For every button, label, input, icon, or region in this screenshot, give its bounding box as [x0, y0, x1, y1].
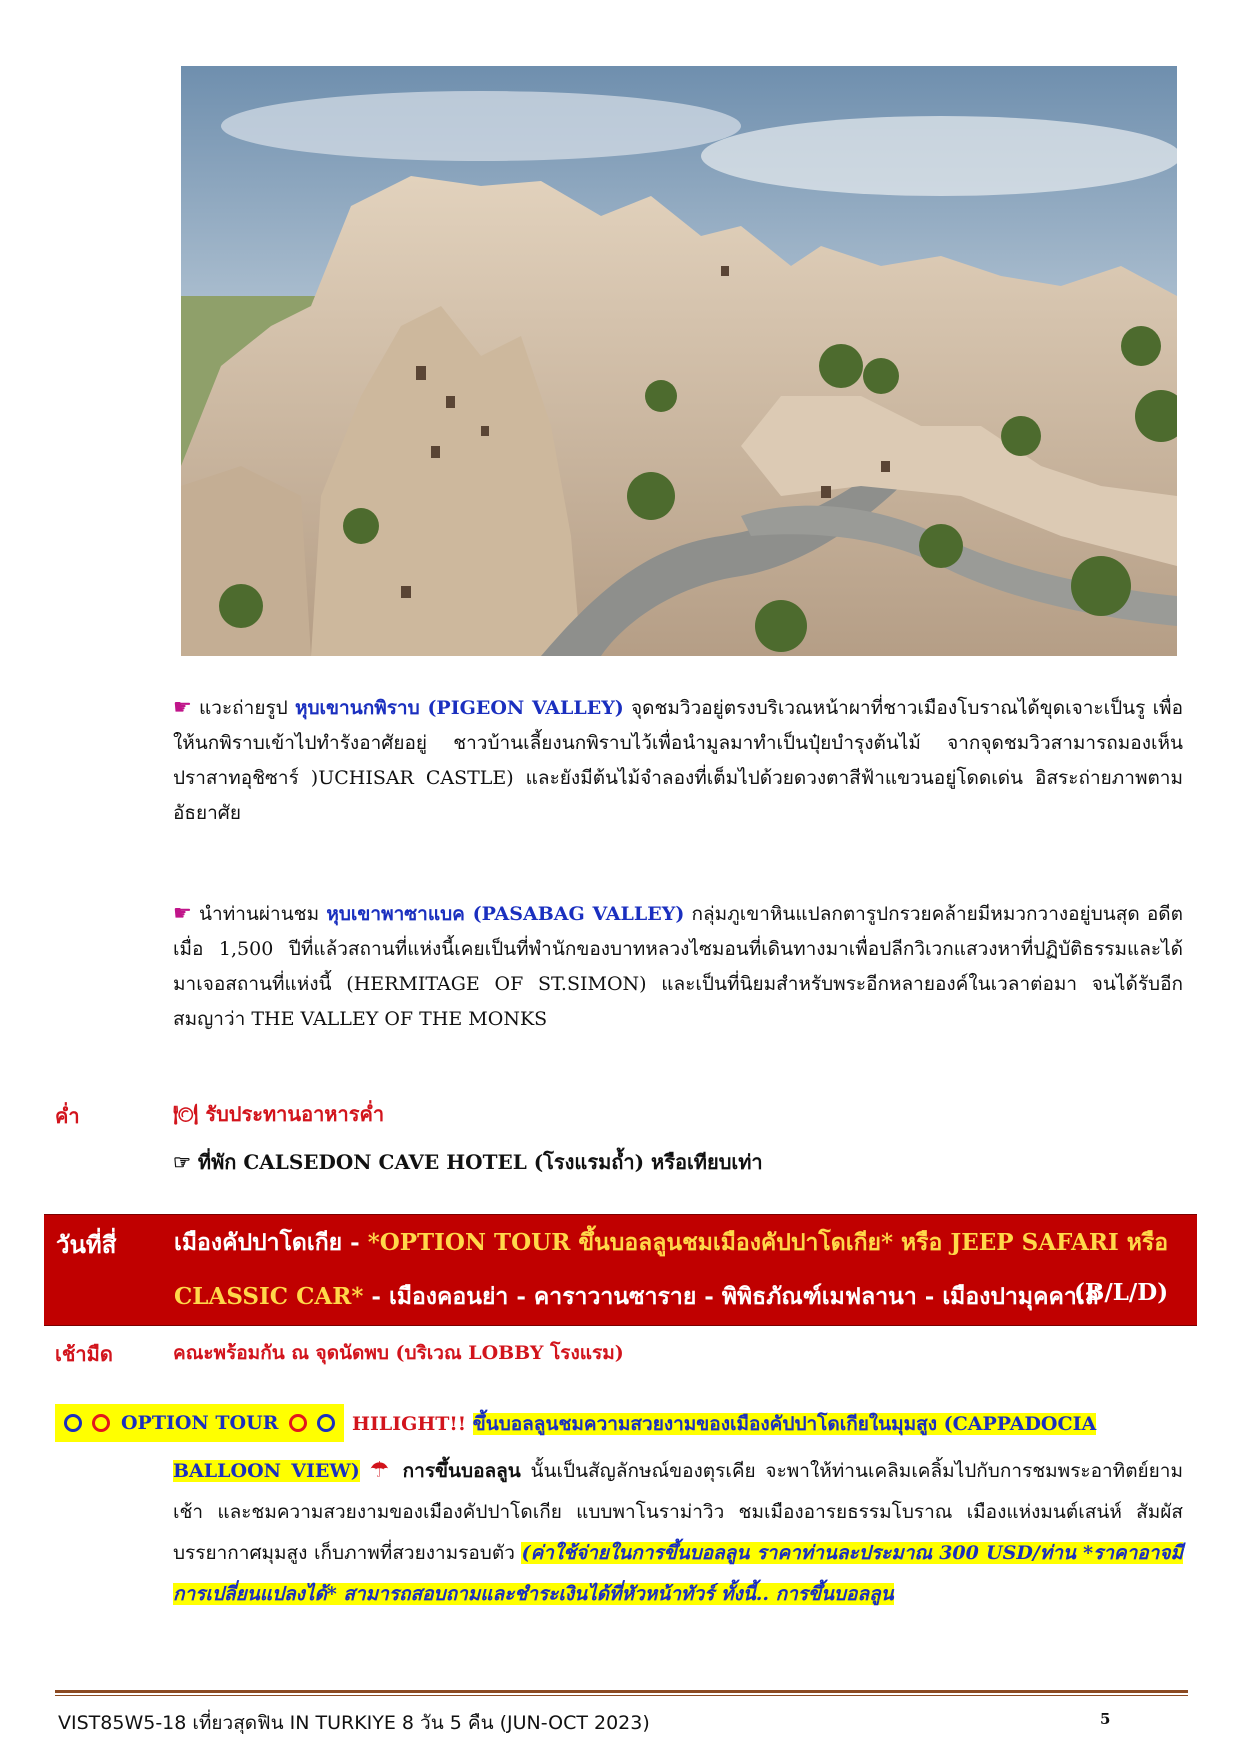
- day4-line1-option: *OPTION TOUR ขึ้นบอลลูนชมเมืองคัปปาโดเกีย* หรือ JEEP SAFARI หรือ: [367, 1229, 1169, 1256]
- footer-program-code: VIST85W5-18 เที่ยวสุดฟิน IN TURKIYE 8 วัน 5 คืน (JUN-OCT 2023): [58, 1712, 650, 1734]
- red-circle-icon: [289, 1414, 307, 1432]
- day4-line1: [174, 1225, 1168, 1261]
- option-body-bold: การขึ้นบอลลูน: [402, 1460, 521, 1482]
- day4-line2-route: - เมืองคอนย่า - คาราวานซาราย - พิพิธภัณฑ์เมฟลานา - เมืองปามุคคาเล่: [363, 1283, 1099, 1310]
- day4-label: วันที่สี่: [56, 1230, 117, 1259]
- pasabag-valley-paragraph: [173, 896, 1183, 1037]
- dinner-label: ค่ำ: [55, 1104, 80, 1128]
- hotel-pointer-icon: ☞: [173, 1150, 191, 1174]
- option-tour-label: OPTION TOUR: [121, 1412, 279, 1434]
- day4-banner: [44, 1214, 1197, 1326]
- blue-circle-icon: [317, 1414, 335, 1432]
- pigeon-lead: แวะถ่ายรูป: [199, 697, 288, 719]
- blue-circle-icon: [64, 1414, 82, 1432]
- dinner-row: [173, 1098, 384, 1130]
- hand-pointer-icon: ☛: [173, 695, 192, 719]
- morning-text: คณะพร้อมกัน ณ จุดนัดพบ (บริเวณ LOBBY โรงแรม): [173, 1342, 624, 1364]
- hotel-row: [173, 1146, 763, 1178]
- cappadocia-valley-photo: [181, 66, 1177, 656]
- footer-rule: [55, 1690, 1188, 1693]
- red-circle-icon: [92, 1414, 110, 1432]
- option-body: [173, 1450, 1183, 1615]
- umbrella-icon: ☂: [369, 1458, 393, 1483]
- option-headline-b: BALLOON VIEW): [173, 1460, 360, 1482]
- option-price-note: (ค่าใช้จ่ายในการขึ้นบอลลูน ราคาท่านละประมาณ 300 USD/ท่าน *ราคาอาจมีการเปลี่ยนแปลงได้* สามารถสอบถามและชำระเงินได้ที่หัวหน้าทัวร์ ทั้งนี้.. การขึ้นบอลลูน: [173, 1542, 1183, 1605]
- option-headline-a: ขึ้นบอลลูนชมความสวยงามของเมืองคัปปาโดเกียในมุมสูง (CAPPADOCIA: [472, 1413, 1097, 1435]
- dinner-meal-text: รับประทานอาหารค่ำ: [205, 1102, 385, 1126]
- footer-rule-thin: [55, 1695, 1188, 1696]
- pasabag-valley-title: หุบเขาพาซาแบค (PASABAG VALLEY): [326, 903, 685, 925]
- option-headline: [352, 1409, 1096, 1439]
- day4-line1-city: เมืองคัปปาโดเกีย -: [174, 1229, 368, 1256]
- option-tour-badge: [55, 1404, 344, 1442]
- pasabag-lead: นำท่านผ่านชม: [199, 903, 320, 925]
- pigeon-valley-title: หุบเขานกพิราบ (PIGEON VALLEY): [294, 697, 624, 719]
- page-number: 5: [1100, 1710, 1111, 1728]
- hand-pointer-icon: ☛: [173, 901, 192, 925]
- hotel-text: ที่พัก CALSEDON CAVE HOTEL (โรงแรมถ้ำ) หรือเทียบเท่า: [197, 1150, 763, 1174]
- pigeon-valley-text: จุดชมวิวอยู่ตรงบริเวณหน้าผาที่ชาวเมืองโบราณได้ขุดเจาะเป็นรู เพื่อให้นกพิราบเข้าไปทำรังอาศัยอยู่ ชาวบ้านเลี้ยงนกพิราบไว้เพื่อนำมูลมาทำเป็นปุ๋ยบำรุงต้นไม้ จากจุดชมวิวสามารถมองเห็นปราสาทอุชิซาร์ )UCHISAR CASTLE) และยังมีต้นไม้จำลองที่เต็มไปด้วยดวงตาสีฟ้าแขวนอยู่โดดเด่น อิสระถ่ายภาพตามอัธยาศัย: [173, 697, 1183, 824]
- day4-meals: (B/L/D): [1074, 1279, 1169, 1306]
- day4-line2-car: CLASSIC CAR*: [174, 1283, 364, 1310]
- hilight-text: HILIGHT!!: [352, 1413, 467, 1435]
- option-body-text: นั้นเป็นสัญลักษณ์ของตุรเคีย จะพาให้ท่านเคลิมเคลิ้มไปกับการชมพระอาทิตย์ยามเช้า และชมความสวยงามของเมืองคัปปาโดเกีย แบบพาโนราม่าวิว ชมเมืองอารยธรรมโบราณ เมืองแห่งมนต์เสน่ห์ สัมผัสบรรยากาศมุมสูง เก็บภาพที่สวยงามรอบตัว: [173, 1460, 1184, 1564]
- pasabag-valley-text: กลุ่มภูเขาหินแปลกตารูปกรวยคล้ายมีหมวกวางอยู่บนสุด อดีตเมื่อ 1,500 ปีที่แล้วสถานที่แห่งนี้เคยเป็นที่พำนักของบาทหลวงไซมอนที่เดินทางมาเพื่อปลีกวิเวกแสวงหาที่ปฏิบัติธรรมและได้มาเจอสถานที่แห่งนี้ (HERMITAGE OF ST.SIMON) และเป็นที่นิยมสำหรับพระอีกหลายองค์ในเวลาต่อมา จนได้รับอีกสมญาว่า THE VALLEY OF THE MONKS: [173, 903, 1183, 1030]
- dining-icon: 🍽: [173, 1102, 199, 1126]
- morning-label: เช้ามืด: [55, 1342, 113, 1366]
- day4-line2: [174, 1279, 1099, 1315]
- pigeon-valley-paragraph: [173, 690, 1183, 831]
